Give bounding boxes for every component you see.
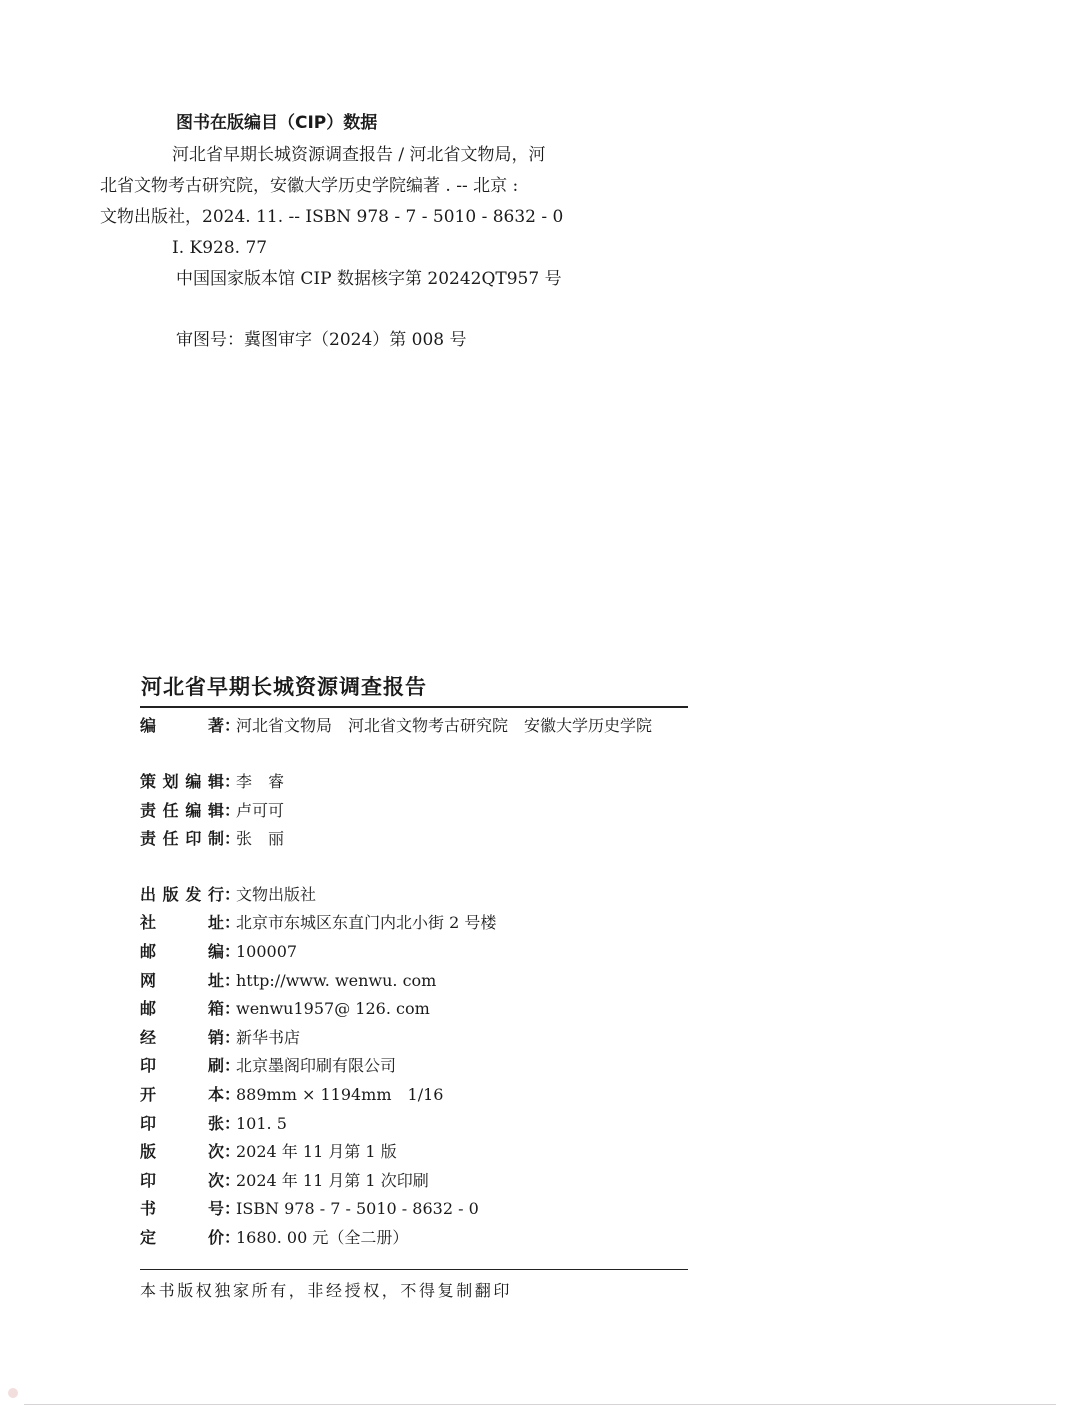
publication-details (140, 881, 688, 1253)
row-value: 北京市东城区东直门内北小街 2 号楼 (236, 913, 497, 933)
row-value: wenwu1957@ 126. com (236, 999, 430, 1019)
bottom-rule (140, 1269, 688, 1271)
row-label: 邮 编 (140, 942, 224, 962)
row-value: 101. 5 (236, 1113, 287, 1133)
imprint-row: 责 任 编 辑 ： 卢可可 (140, 797, 688, 826)
row-value: http://www. wenwu. com (236, 970, 437, 990)
row-value: 2024 年 11 月第 1 版 (236, 1142, 397, 1162)
row-label: 印 张 (140, 1113, 224, 1133)
cip-title: 图书在版编目（CIP）数据 (176, 113, 378, 133)
imprint-row: 网 址 ： http://www. wenwu. com (140, 967, 688, 996)
row-value: 李 睿 (236, 772, 285, 792)
row-label: 网 址 (140, 970, 224, 990)
cip-line: 北省文物考古研究院，安徽大学历史学院编著 . -- 北京 : (100, 176, 519, 196)
row-value: 新华书店 (236, 1027, 301, 1047)
row-value: 889mm × 1194mm 1/16 (236, 1085, 444, 1105)
copyright-notice: 本书版权独家所有，非经授权，不得复制翻印 (140, 1281, 513, 1301)
row-label: 定 价 (140, 1228, 224, 1247)
cip-block (100, 108, 696, 356)
row-label: 策 划 编 辑 (140, 772, 224, 792)
imprint-row: 印 次 ： 2024 年 11 月第 1 次印刷 (140, 1167, 688, 1196)
row-label: 邮 箱 (140, 999, 224, 1019)
map-review-number: 审图号：冀图审字（2024）第 008 号 (176, 330, 467, 350)
row-value: 2024 年 11 月第 1 次印刷 (236, 1170, 429, 1190)
imprint-row: 印 张 ： 101. 5 (140, 1110, 688, 1139)
row-label: 出 版 发 行 (140, 884, 224, 904)
imprint-row: 出 版 发 行 ： 文物出版社 (140, 881, 688, 910)
imprint-row: 定 价 ： 1680. 00 元（全二册） (140, 1224, 688, 1253)
row-label: 责 任 印 制 (140, 829, 224, 849)
cip-line: 文物出版社，2024. 11. -- ISBN 978 - 7 - 5010 - 8632 - 0 (100, 207, 564, 227)
imprint-row: 邮 箱 ： wenwu1957@ 126. com (140, 995, 688, 1024)
row-label: 版 次 (140, 1142, 224, 1162)
imprint-row: 邮 编 ： 100007 (140, 938, 688, 967)
row-value: 1680. 00 元（全二册） (236, 1228, 409, 1247)
row-value: ISBN 978 - 7 - 5010 - 8632 - 0 (236, 1199, 479, 1219)
editor-list (140, 768, 688, 854)
row-label: 印 次 (140, 1170, 224, 1190)
imprint-row: 经 销 ： 新华书店 (140, 1024, 688, 1053)
imprint-row: 社 址 ： 北京市东城区东直门内北小街 2 号楼 (140, 909, 688, 938)
imprint-row: 书 号 ： ISBN 978 - 7 - 5010 - 8632 - 0 (140, 1195, 688, 1224)
row-value: 北京墨阁印刷有限公司 (236, 1056, 397, 1076)
scan-mark (8, 1388, 18, 1398)
imprint-row: 责 任 印 制 ： 张 丽 (140, 825, 688, 854)
cip-classification: Ⅰ. K928. 77 (172, 238, 268, 258)
row-label: 书 号 (140, 1199, 224, 1219)
imprint-block (140, 668, 688, 1308)
row-value: 100007 (236, 942, 298, 962)
imprint-row-author: 编 著 ： 河北省文物局 河北省文物考古研究院 安徽大学历史学院 (140, 712, 688, 741)
row-value: 文物出版社 (236, 884, 317, 904)
imprint-row: 版 次 ： 2024 年 11 月第 1 版 (140, 1138, 688, 1167)
row-label: 经 销 (140, 1027, 224, 1047)
scan-edge (24, 1404, 1056, 1405)
row-value: 张 丽 (236, 829, 285, 849)
cip-line: 河北省早期长城资源调查报告 / 河北省文物局，河 (172, 145, 546, 165)
row-label: 编 著 (140, 715, 224, 735)
imprint-row: 策 划 编 辑 ： 李 睿 (140, 768, 688, 797)
row-value: 河北省文物局 河北省文物考古研究院 安徽大学历史学院 (236, 715, 653, 735)
row-label: 社 址 (140, 913, 224, 933)
imprint-row: 开 本 ： 889mm × 1194mm 1/16 (140, 1081, 688, 1110)
row-label: 开 本 (140, 1085, 224, 1105)
cip-verification-number: 中国国家版本馆 CIP 数据核字第 20242QT957 号 (176, 269, 562, 289)
row-label: 责 任 编 辑 (140, 800, 224, 820)
row-value: 卢可可 (236, 800, 285, 820)
row-label: 印 刷 (140, 1056, 224, 1076)
imprint-row: 印 刷 ： 北京墨阁印刷有限公司 (140, 1052, 688, 1081)
title-rule (140, 706, 688, 708)
book-title: 河北省早期长城资源调查报告 (141, 675, 427, 699)
cip-description (100, 140, 696, 233)
